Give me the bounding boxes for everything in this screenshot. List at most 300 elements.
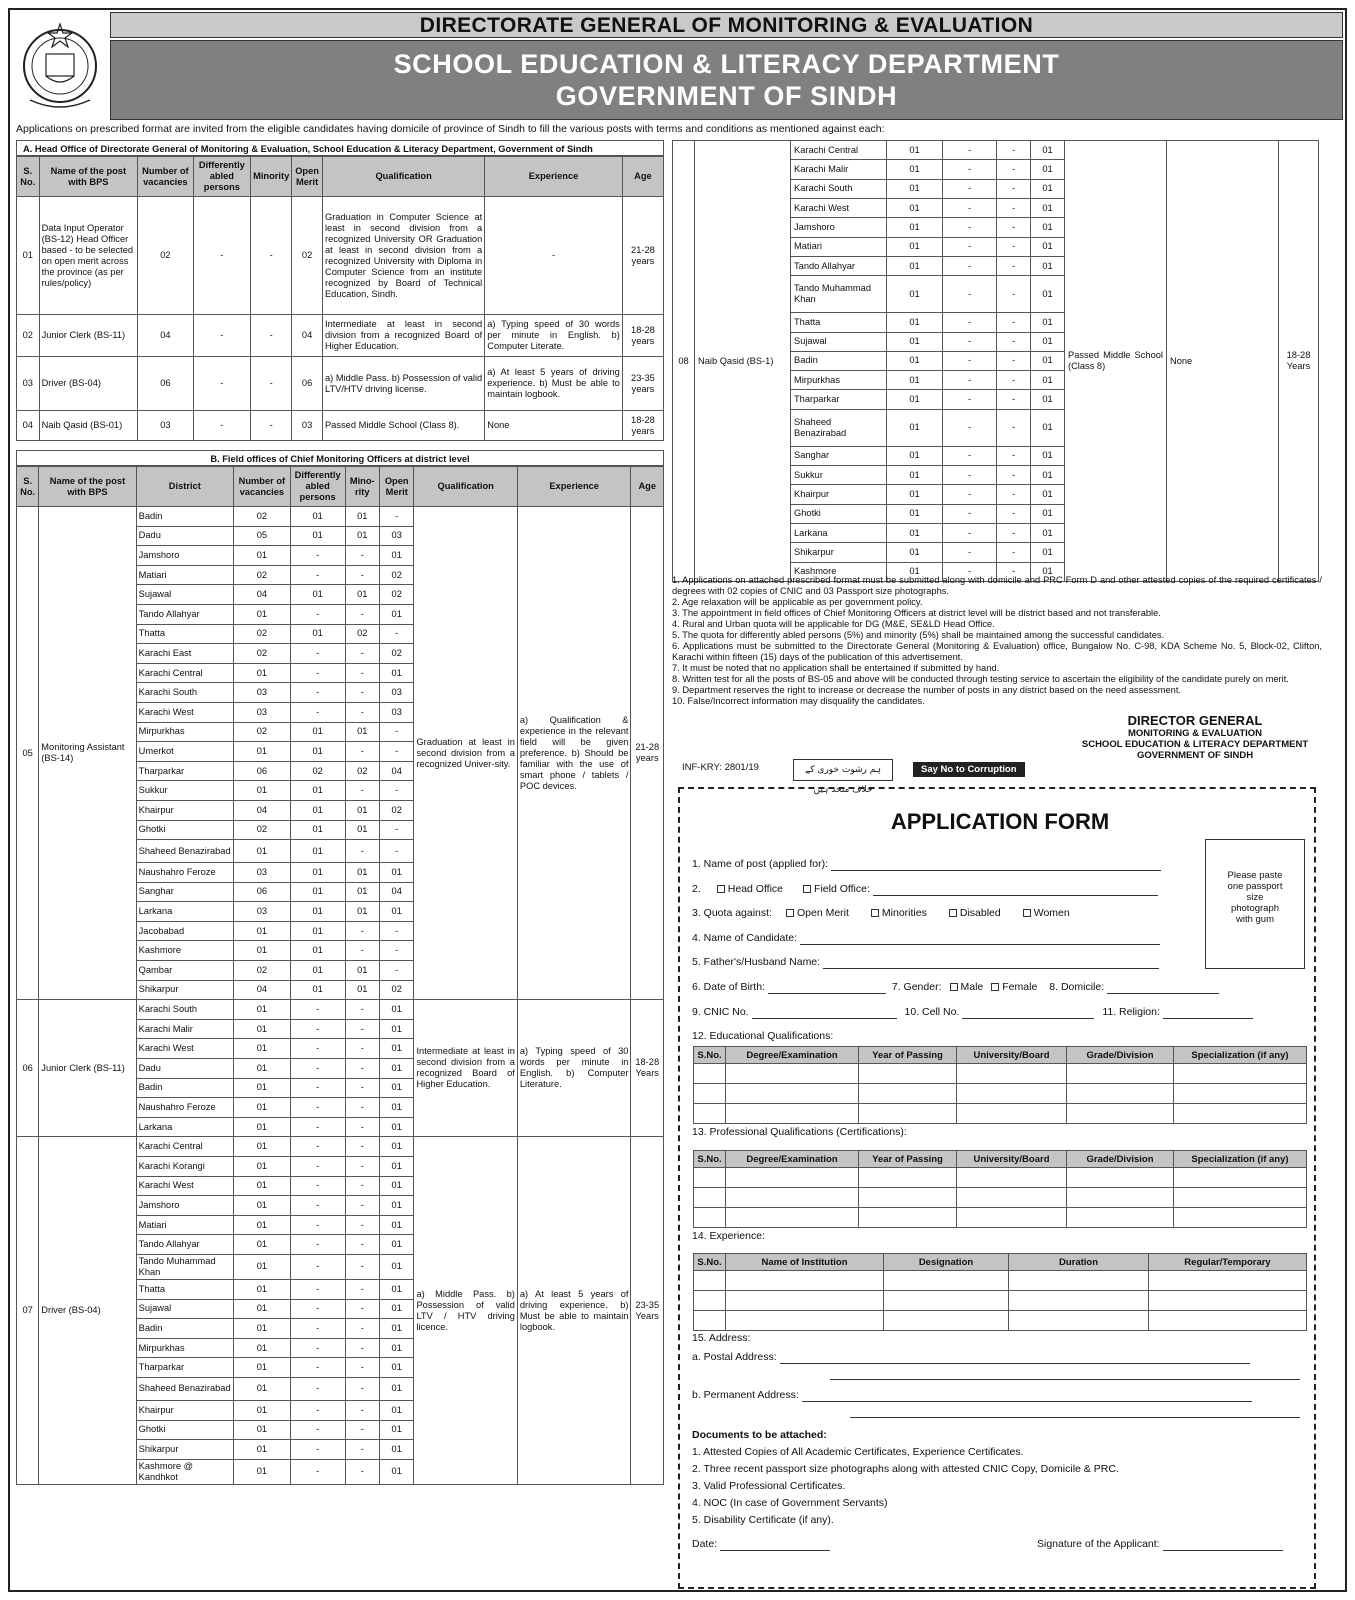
open-merit: 01	[379, 1338, 413, 1358]
vacancies: 01	[233, 742, 290, 762]
blank-cell[interactable]	[1009, 1311, 1149, 1331]
vacancies: 01	[887, 524, 943, 543]
open-merit: 01	[379, 1420, 413, 1440]
post-applied-label: 1. Name of post (applied for):	[692, 858, 828, 870]
blank-cell[interactable]	[1174, 1188, 1307, 1208]
district-name: Tando Allahyar	[791, 256, 887, 275]
differently-abled: -	[290, 1279, 345, 1299]
domicile-input[interactable]	[1107, 983, 1219, 994]
open-merit: 01	[379, 1157, 413, 1177]
column-header: Number of vacancies	[138, 157, 193, 197]
district-name: Matiari	[136, 1215, 233, 1235]
blank-cell[interactable]	[1009, 1271, 1149, 1291]
open-merit: 04	[292, 315, 323, 357]
vacancies: 01	[887, 237, 943, 256]
blank-cell[interactable]	[1067, 1168, 1174, 1188]
post-row	[17, 315, 664, 357]
blank-entry-row[interactable]	[694, 1104, 1307, 1124]
women-label: Women	[1033, 907, 1070, 919]
minority: 01	[345, 882, 379, 902]
blank-cell[interactable]	[957, 1064, 1067, 1084]
head-office-checkbox[interactable]	[717, 885, 725, 893]
column-header: Differently abled persons	[193, 157, 251, 197]
post-row	[17, 411, 664, 441]
minority: -	[345, 941, 379, 961]
minority: -	[997, 179, 1031, 198]
district-name: Sanghar	[136, 882, 233, 902]
serial-number: 04	[17, 411, 40, 441]
qualification: a) Middle Pass. b) Possession of valid LTV / HTV driving licence.	[414, 1137, 517, 1484]
district-name: Kashmore	[136, 941, 233, 961]
open-merit: 02	[292, 197, 323, 315]
post-name: Driver (BS-04)	[39, 1137, 136, 1484]
blank-cell[interactable]	[1067, 1084, 1174, 1104]
post-name: Naib Qasid (BS-1)	[695, 141, 791, 582]
application-form-title: APPLICATION FORM	[890, 809, 1110, 834]
note-item: 7. It must be noted that no application shall be entertained if submitted by hand.	[672, 663, 1000, 673]
experience-table	[693, 1253, 1307, 1331]
minority: -	[251, 411, 292, 441]
open-merit: -	[379, 742, 413, 762]
vacancies: 01	[233, 1137, 290, 1157]
vacancies: 01	[233, 781, 290, 801]
vacancies: 04	[233, 800, 290, 820]
open-merit: 01	[1031, 179, 1065, 198]
vacancies: 01	[233, 1420, 290, 1440]
vacancies: 01	[233, 663, 290, 683]
blank-entry-row[interactable]	[694, 1188, 1307, 1208]
women-checkbox[interactable]	[1023, 909, 1031, 917]
differently-abled: -	[943, 198, 997, 217]
district-name: Tando Muhammad Khan	[136, 1254, 233, 1279]
post-applied-input[interactable]	[831, 860, 1161, 871]
minority: -	[345, 604, 379, 624]
differently-abled: 01	[290, 781, 345, 801]
vacancies: 02	[233, 722, 290, 742]
differently-abled: -	[943, 543, 997, 562]
serial-number: 02	[17, 315, 40, 357]
district-name: Jamshoro	[136, 546, 233, 566]
vacancies: 02	[233, 624, 290, 644]
minority: 02	[345, 761, 379, 781]
cell-input[interactable]	[962, 1008, 1094, 1019]
vacancies: 01	[233, 1377, 290, 1400]
minority: -	[251, 357, 292, 411]
minority: -	[345, 1459, 379, 1484]
differently-abled: -	[290, 1039, 345, 1059]
blank-cell[interactable]	[859, 1188, 957, 1208]
field-permanent-address	[692, 1388, 1252, 1402]
district-name: Tando Allahyar	[136, 604, 233, 624]
district-name: Tando Muhammad Khan	[791, 276, 887, 313]
female-checkbox[interactable]	[991, 983, 999, 991]
minority: 01	[345, 585, 379, 605]
educational-qualifications-table	[693, 1046, 1307, 1124]
blank-cell[interactable]	[957, 1188, 1067, 1208]
blank-entry-row[interactable]	[694, 1291, 1307, 1311]
column-header: University/Board	[957, 1151, 1067, 1168]
open-merit: 02	[379, 980, 413, 1000]
open-merit: 01	[379, 1019, 413, 1039]
minority: -	[997, 237, 1031, 256]
open-merit: 01	[1031, 390, 1065, 409]
blank-cell[interactable]	[884, 1271, 1009, 1291]
minority: -	[345, 663, 379, 683]
blank-entry-row[interactable]	[694, 1311, 1307, 1331]
blank-cell[interactable]	[726, 1064, 859, 1084]
district-name: Badin	[136, 1319, 233, 1339]
vacancies: 03	[233, 863, 290, 883]
dob-input[interactable]	[768, 983, 886, 994]
open-merit: 01	[379, 863, 413, 883]
blank-cell[interactable]	[859, 1208, 957, 1228]
minority: -	[345, 1420, 379, 1440]
open-merit: 01	[1031, 141, 1065, 160]
column-header: Designation	[884, 1254, 1009, 1271]
field-cnic-cell-religion	[692, 1005, 1253, 1019]
blank-entry-row[interactable]	[694, 1064, 1307, 1084]
experience-header	[694, 1254, 1307, 1271]
minorities-label: Minorities	[881, 907, 927, 919]
blank-cell[interactable]	[1149, 1291, 1307, 1311]
blank-cell[interactable]	[859, 1084, 957, 1104]
district-name: Jamshoro	[136, 1196, 233, 1216]
minority: -	[345, 1338, 379, 1358]
differently-abled: -	[290, 1196, 345, 1216]
vacancies: 01	[233, 1039, 290, 1059]
column-header: S.No.	[694, 1254, 726, 1271]
differently-abled: -	[290, 1117, 345, 1137]
minority: -	[345, 1019, 379, 1039]
district-name: Sujawal	[136, 585, 233, 605]
field-office-input[interactable]	[873, 885, 1158, 896]
age-limit: 21-28 years	[622, 197, 663, 315]
qualification: Passed Middle School (Class 8).	[322, 411, 484, 441]
serial-number: 03	[17, 357, 40, 411]
differently-abled: -	[943, 313, 997, 332]
minority: -	[251, 315, 292, 357]
column-header: Specialization (if any)	[1174, 1047, 1307, 1064]
district-name: Matiari	[136, 565, 233, 585]
minority: -	[997, 524, 1031, 543]
educational-qualifications-header	[694, 1047, 1307, 1064]
open-merit-checkbox[interactable]	[786, 909, 794, 917]
signature-block	[1050, 713, 1340, 761]
blank-cell[interactable]	[726, 1291, 884, 1311]
open-merit: 03	[292, 411, 323, 441]
district-name: Sukkur	[791, 466, 887, 485]
open-merit: 01	[379, 1215, 413, 1235]
open-merit: 01	[379, 1358, 413, 1378]
open-merit: 01	[379, 1319, 413, 1339]
blank-entry-row[interactable]	[694, 1208, 1307, 1228]
open-merit: 01	[1031, 218, 1065, 237]
blank-cell[interactable]	[1174, 1104, 1307, 1124]
blank-cell[interactable]	[957, 1104, 1067, 1124]
open-merit: 01	[1031, 237, 1065, 256]
disabled-checkbox[interactable]	[949, 909, 957, 917]
minority: 01	[345, 980, 379, 1000]
field-signature	[1037, 1537, 1283, 1551]
experience-label: 14. Experience:	[692, 1230, 765, 1242]
postal-address-line-2[interactable]	[830, 1379, 1300, 1380]
district-name: Mirpurkhas	[136, 1338, 233, 1358]
open-merit: 06	[292, 357, 323, 411]
open-merit: 01	[379, 1377, 413, 1400]
permanent-address-input[interactable]	[802, 1391, 1252, 1402]
district-name: Mirpurkhas	[136, 722, 233, 742]
district-name: Dadu	[136, 526, 233, 546]
minority: -	[997, 160, 1031, 179]
minority: -	[345, 1000, 379, 1020]
district-name: Karachi East	[136, 644, 233, 664]
blank-cell[interactable]	[957, 1208, 1067, 1228]
open-merit: 03	[379, 702, 413, 722]
disabled-label: Disabled	[959, 907, 1001, 919]
signature-input[interactable]	[1163, 1540, 1283, 1551]
open-merit: 01	[1031, 466, 1065, 485]
vacancies: 01	[233, 1459, 290, 1484]
minority: -	[345, 1440, 379, 1460]
blank-cell[interactable]	[1067, 1064, 1174, 1084]
blank-cell[interactable]	[694, 1104, 726, 1124]
minority: -	[345, 1377, 379, 1400]
blank-cell[interactable]	[694, 1311, 726, 1331]
blank-cell[interactable]	[694, 1168, 726, 1188]
father-name-label: 5. Father's/Husband Name:	[692, 956, 821, 968]
post-name: Monitoring Assistant (BS-14)	[39, 507, 136, 1000]
column-header: Name of the post with BPS	[39, 157, 138, 197]
note-item: 4. Rural and Urban quota will be applicable for DG (M&E, SE&LD Head Office.	[672, 619, 995, 629]
column-header: Qualification	[414, 467, 517, 507]
blank-cell[interactable]	[694, 1084, 726, 1104]
age-limit: 18-28 Years	[631, 1000, 664, 1137]
blank-cell[interactable]	[884, 1291, 1009, 1311]
minority: -	[345, 1279, 379, 1299]
blank-entry-row[interactable]	[694, 1271, 1307, 1291]
minority: -	[997, 351, 1031, 370]
minority: -	[997, 466, 1031, 485]
column-header: Experience	[485, 157, 623, 197]
differently-abled: 01	[290, 902, 345, 922]
note-item: 1. Applications on attached prescribed format must be submitted along with domicile and PRC Form D and other attested copies of the required certificates / degrees with 02 copies of CNIC and 03 Passport size photographs.	[672, 575, 1322, 596]
differently-abled: -	[943, 276, 997, 313]
minority: -	[345, 781, 379, 801]
blank-cell[interactable]	[1067, 1208, 1174, 1228]
head-office-label: Head Office	[727, 883, 784, 895]
blank-cell[interactable]	[859, 1168, 957, 1188]
blank-cell[interactable]	[726, 1188, 859, 1208]
district-name: Qambar	[136, 961, 233, 981]
differently-abled: -	[290, 1299, 345, 1319]
open-merit: 02	[379, 800, 413, 820]
district-name: Shaheed Benazirabad	[136, 840, 233, 863]
blank-cell[interactable]	[1009, 1291, 1149, 1311]
signatory-line-2: SCHOOL EDUCATION & LITERACY DEPARTMENT	[1081, 739, 1309, 750]
open-merit: 04	[379, 882, 413, 902]
government-title: GOVERNMENT OF SINDH	[555, 81, 898, 111]
permanent-address-line-2[interactable]	[850, 1417, 1300, 1418]
note-item: 10. False/Incorrect information may disqualify the candidates.	[672, 696, 925, 706]
office-type-number: 2.	[692, 883, 701, 895]
professional-qualifications-table	[693, 1150, 1307, 1228]
blank-cell[interactable]	[957, 1168, 1067, 1188]
column-header: Specialization (if any)	[1174, 1151, 1307, 1168]
intro-text: Applications on prescribed format are invited from the eligible candidates having domicile of province of Sindh to fill the various posts with terms and conditions as mentioned against each:	[16, 123, 885, 135]
minority: -	[345, 1157, 379, 1177]
blank-cell[interactable]	[694, 1188, 726, 1208]
minorities-checkbox[interactable]	[871, 909, 879, 917]
blank-cell[interactable]	[1149, 1311, 1307, 1331]
open-merit: 01	[1031, 485, 1065, 504]
field-office-checkbox[interactable]	[803, 885, 811, 893]
blank-cell[interactable]	[694, 1271, 726, 1291]
blank-cell[interactable]	[1174, 1168, 1307, 1188]
minority: -	[997, 409, 1031, 446]
vacancies: 03	[233, 902, 290, 922]
quota-label: 3. Quota against:	[692, 907, 772, 919]
district-name: Thatta	[136, 624, 233, 644]
field-post-applied	[692, 857, 1161, 871]
vacancies: 01	[233, 604, 290, 624]
vacancies: 01	[233, 1338, 290, 1358]
female-label: Female	[1002, 981, 1038, 993]
candidate-name-input[interactable]	[800, 934, 1160, 945]
naib-qasid-district-table	[672, 140, 1319, 582]
experience: a) At least 5 years of driving experience. b) Must be able to maintain logbook.	[485, 357, 623, 411]
vacancies: 01	[233, 921, 290, 941]
blank-cell[interactable]	[726, 1311, 884, 1331]
blank-cell[interactable]	[957, 1084, 1067, 1104]
blank-cell[interactable]	[726, 1084, 859, 1104]
open-merit: 01	[379, 1299, 413, 1319]
blank-cell[interactable]	[1174, 1208, 1307, 1228]
vacancies: 01	[233, 1098, 290, 1118]
district-name: Shikarpur	[136, 980, 233, 1000]
vacancies: 01	[887, 504, 943, 523]
differently-abled: -	[943, 218, 997, 237]
blank-cell[interactable]	[1149, 1271, 1307, 1291]
district-row	[17, 507, 664, 527]
district-name: Jacobabad	[136, 921, 233, 941]
blank-cell[interactable]	[694, 1208, 726, 1228]
differently-abled: 01	[290, 840, 345, 863]
column-header: Grade/Division	[1067, 1047, 1174, 1064]
differently-abled: 01	[290, 742, 345, 762]
district-name: Khairpur	[791, 485, 887, 504]
blank-cell[interactable]	[1067, 1104, 1174, 1124]
cnic-input[interactable]	[752, 1008, 897, 1019]
blank-cell[interactable]	[884, 1311, 1009, 1331]
differently-abled: 01	[290, 624, 345, 644]
experience: None	[485, 411, 623, 441]
open-merit: 02	[379, 644, 413, 664]
column-header: Regular/Temporary	[1149, 1254, 1307, 1271]
documents-title: Documents to be attached:	[692, 1429, 827, 1441]
father-name-input[interactable]	[823, 958, 1159, 969]
minority: 01	[345, 800, 379, 820]
vacancies: 01	[233, 1358, 290, 1378]
section-b-caption: B. Field offices of Chief Monitoring Officers at district level	[16, 450, 664, 466]
blank-entry-row[interactable]	[694, 1168, 1307, 1188]
dob-label: 6. Date of Birth:	[692, 981, 765, 993]
vacancies: 01	[887, 332, 943, 351]
note-item: 3. The appointment in field offices of Chief Monitoring Officers at district level will be district based and not transferable.	[672, 608, 1161, 618]
column-header: District	[136, 467, 233, 507]
religion-input[interactable]	[1163, 1008, 1253, 1019]
directorate-title: DIRECTORATE GENERAL OF MONITORING & EVALUATION	[110, 12, 1343, 38]
experience: a) Typing speed of 30 words per minute in English. b) Computer Literature.	[517, 1000, 631, 1137]
note-item: 9. Department reserves the right to increase or decrease the number of posts in any district based on the need assessment.	[672, 685, 1182, 695]
note-item: 5. The quota for differently abled persons (5%) and minority (5%) shall be maintained among the successful candidates.	[672, 630, 1165, 640]
post-name: Junior Clerk (BS-11)	[39, 315, 138, 357]
blank-cell[interactable]	[859, 1064, 957, 1084]
differently-abled: -	[290, 1440, 345, 1460]
blank-entry-row[interactable]	[694, 1084, 1307, 1104]
district-name: Tando Allahyar	[136, 1235, 233, 1255]
vacancies: 01	[887, 218, 943, 237]
minority: -	[345, 1078, 379, 1098]
vacancies: 05	[233, 526, 290, 546]
blank-cell[interactable]	[726, 1208, 859, 1228]
experience: None	[1167, 141, 1279, 582]
serial-number: 01	[17, 197, 40, 315]
candidate-name-label: 4. Name of Candidate:	[692, 932, 798, 944]
vacancies: 01	[233, 1117, 290, 1137]
blank-cell[interactable]	[1174, 1064, 1307, 1084]
vacancies: 01	[887, 371, 943, 390]
differently-abled: -	[290, 1235, 345, 1255]
male-checkbox[interactable]	[950, 983, 958, 991]
blank-cell[interactable]	[726, 1168, 859, 1188]
minority: 01	[345, 863, 379, 883]
blank-cell[interactable]	[726, 1271, 884, 1291]
open-merit: 03	[379, 683, 413, 703]
open-merit: 01	[379, 1459, 413, 1484]
male-label: Male	[960, 981, 984, 993]
differently-abled: -	[290, 1137, 345, 1157]
differently-abled: -	[193, 197, 251, 315]
blank-cell[interactable]	[1067, 1188, 1174, 1208]
differently-abled: -	[943, 371, 997, 390]
serial-number: 08	[673, 141, 695, 582]
differently-abled: -	[290, 644, 345, 664]
column-header: Open Merit	[379, 467, 413, 507]
blank-cell[interactable]	[694, 1291, 726, 1311]
blank-cell[interactable]	[1174, 1084, 1307, 1104]
vacancies: 01	[233, 1254, 290, 1279]
differently-abled: -	[290, 1377, 345, 1400]
vacancies: 01	[233, 1299, 290, 1319]
differently-abled: -	[943, 409, 997, 446]
postal-address-input[interactable]	[780, 1353, 1250, 1364]
signatory-line-3: GOVERNMENT OF SINDH	[1136, 750, 1254, 761]
district-name: Umerkot	[136, 742, 233, 762]
open-merit: 01	[1031, 446, 1065, 465]
terms-and-conditions	[672, 575, 1322, 707]
blank-cell[interactable]	[694, 1064, 726, 1084]
blank-cell[interactable]	[726, 1104, 859, 1124]
date-input[interactable]	[720, 1540, 830, 1551]
blank-cell[interactable]	[859, 1104, 957, 1124]
vacancies: 01	[233, 1440, 290, 1460]
post-name: Data Input Operator (BS-12) Head Officer based - to be selected on open merit across the province (as per rules/policy)	[39, 197, 138, 315]
district-name: Khairpur	[136, 800, 233, 820]
minority: -	[997, 562, 1031, 581]
vacancies: 02	[138, 197, 193, 315]
district-name: Badin	[136, 507, 233, 527]
field-dob-gender-domicile	[692, 980, 1219, 994]
